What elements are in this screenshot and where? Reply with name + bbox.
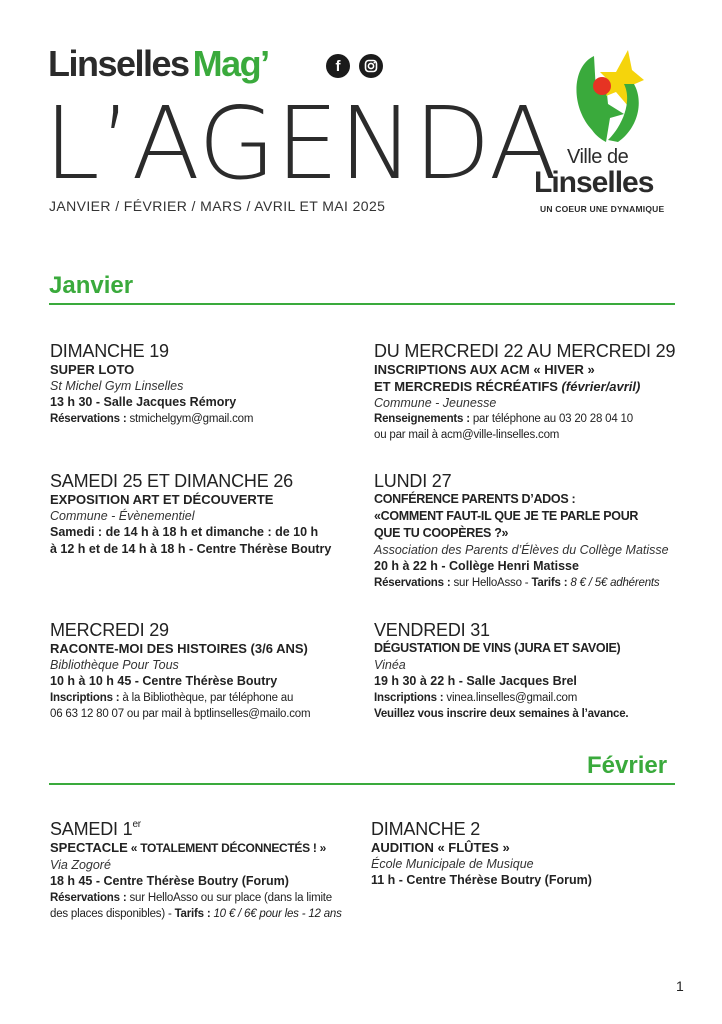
logo-ville-text: Ville de: [567, 146, 629, 168]
event-organizer: St Michel Gym Linselles: [50, 379, 184, 393]
event-time-place: 13 h 30 - Salle Jacques Rémory: [50, 395, 237, 409]
event-email[interactable]: vinea.linselles@gmail.com: [443, 692, 578, 704]
event-title-line-3: QUE TU COOPÈRES ?»: [374, 526, 509, 540]
event-title: DÉGUSTATION DE VINS (JURA ET SAVOIE): [374, 641, 621, 655]
event-email[interactable]: stmichelgym@gmail.com: [126, 413, 254, 425]
event-audition-flutes: [371, 819, 691, 889]
event-organizer: Vinéa: [374, 658, 406, 672]
event-inscription: Inscriptions : vinea.linselles@gmail.com: [374, 692, 578, 704]
event-time-place: 18 h 45 - Centre Thérèse Boutry (Forum): [50, 874, 289, 888]
period-subtitle: JANVIER / FÉVRIER / MARS / AVRIL ET MAI 2025: [49, 198, 386, 214]
event-title: SUPER LOTO: [50, 362, 135, 377]
event-reservation: Réservations : sur HelloAsso - Tarifs : 8 € / 5€ adhérents: [374, 577, 660, 589]
event-title: SPECTACLE « TOTALEMENT DÉCONNECTÉS ! »: [50, 840, 326, 855]
event-time-place: 10 h à 10 h 45 - Centre Thérèse Boutry: [50, 674, 278, 688]
event-conference-parents: [374, 471, 694, 591]
event-date: DIMANCHE 2: [371, 819, 481, 839]
event-super-loto: [50, 341, 360, 427]
event-time-place: 11 h - Centre Thérèse Boutry (Forum): [371, 873, 592, 887]
event-reservation: Réservations : sur HelloAsso ou sur place (dans la limite: [50, 892, 332, 904]
month-divider-january: [49, 303, 675, 305]
event-date: SAMEDI 25 ET DIMANCHE 26: [50, 471, 293, 491]
month-divider-february: [49, 783, 675, 785]
event-inscriptions-acm: [374, 341, 694, 443]
event-reservation-tarifs: des places disponibles) - Tarifs : 10 € / 6€ pour les - 12 ans: [50, 908, 342, 920]
page-number: 1: [676, 978, 684, 994]
page-title: L’AGENDA: [44, 85, 558, 202]
logo-town-name: Linselles: [534, 166, 654, 199]
event-note: Veuillez vous inscrire deux semaines à l’avance.: [374, 708, 629, 720]
event-title-line-1: INSCRIPTIONS AUX ACM « HIVER »: [374, 362, 595, 377]
event-organizer: Association des Parents d’Élèves du Collège Matisse: [374, 543, 669, 557]
instagram-icon[interactable]: [359, 54, 383, 78]
event-date: DU MERCREDI 22 AU MERCREDI 29: [374, 341, 676, 361]
event-organizer: Commune - Évènementiel: [50, 509, 195, 523]
event-time-place: 19 h 30 à 22 h - Salle Jacques Brel: [374, 674, 577, 688]
month-heading-january: Janvier: [49, 272, 134, 299]
event-title-line-2: ET MERCREDIS RÉCRÉATIFS (février/avril): [374, 379, 641, 394]
event-date: MERCREDI 29: [50, 620, 169, 640]
magazine-name-main: Linselles: [48, 43, 189, 84]
event-degustation-vins: [374, 620, 694, 722]
event-inscription: Inscriptions : à la Bibliothèque, par téléphone au: [50, 692, 294, 704]
event-title-line-2: «COMMENT FAUT-IL QUE JE TE PARLE POUR: [374, 509, 639, 523]
event-information-email[interactable]: ou par mail à acm@ville-linselles.com: [374, 429, 560, 441]
event-organizer: École Municipale de Musique: [371, 857, 534, 871]
event-date: SAMEDI 1er: [50, 819, 141, 839]
month-heading-february: Février: [587, 752, 668, 779]
event-reservation: Réservations : stmichelgym@gmail.com: [50, 413, 254, 425]
event-date: VENDREDI 31: [374, 620, 490, 640]
event-exposition-art: [50, 471, 360, 558]
event-spectacle: [50, 819, 360, 922]
event-organizer: Commune - Jeunesse: [374, 396, 497, 410]
event-organizer: Via Zogoré: [50, 858, 111, 872]
event-raconte-moi: [50, 620, 360, 722]
event-date: LUNDI 27: [374, 471, 452, 491]
facebook-icon[interactable]: f: [326, 54, 350, 78]
event-schedule-line-1: Samedi : de 14 h à 18 h et dimanche : de 10 h: [50, 525, 319, 539]
event-schedule-line-2: à 12 h et de 14 h à 18 h - Centre Thérèse Boutry: [50, 542, 332, 556]
event-title: EXPOSITION ART ET DÉCOUVERTE: [50, 492, 274, 507]
event-organizer: Bibliothèque Pour Tous: [50, 658, 179, 672]
linselles-logo-icon: [566, 44, 646, 148]
instagram-glyph: [364, 59, 378, 73]
magazine-name: [48, 43, 269, 84]
event-date: DIMANCHE 19: [50, 341, 169, 361]
event-inscription-contact[interactable]: 06 63 12 80 07 ou par mail à bptlinselles@mailo.com: [50, 708, 311, 720]
event-title: AUDITION « FLÛTES »: [371, 840, 510, 855]
event-information: Renseignements : par téléphone au 03 20 28 04 10: [374, 413, 633, 425]
magazine-name-suffix: Mag’: [192, 43, 269, 84]
logo-tagline: UN COEUR UNE DYNAMIQUE: [540, 204, 665, 214]
event-time-place: 20 h à 22 h - Collège Henri Matisse: [374, 559, 579, 573]
event-title: RACONTE-MOI DES HISTOIRES (3/6 ANS): [50, 641, 308, 656]
event-title-line-1: CONFÉRENCE PARENTS D’ADOS :: [374, 492, 576, 506]
